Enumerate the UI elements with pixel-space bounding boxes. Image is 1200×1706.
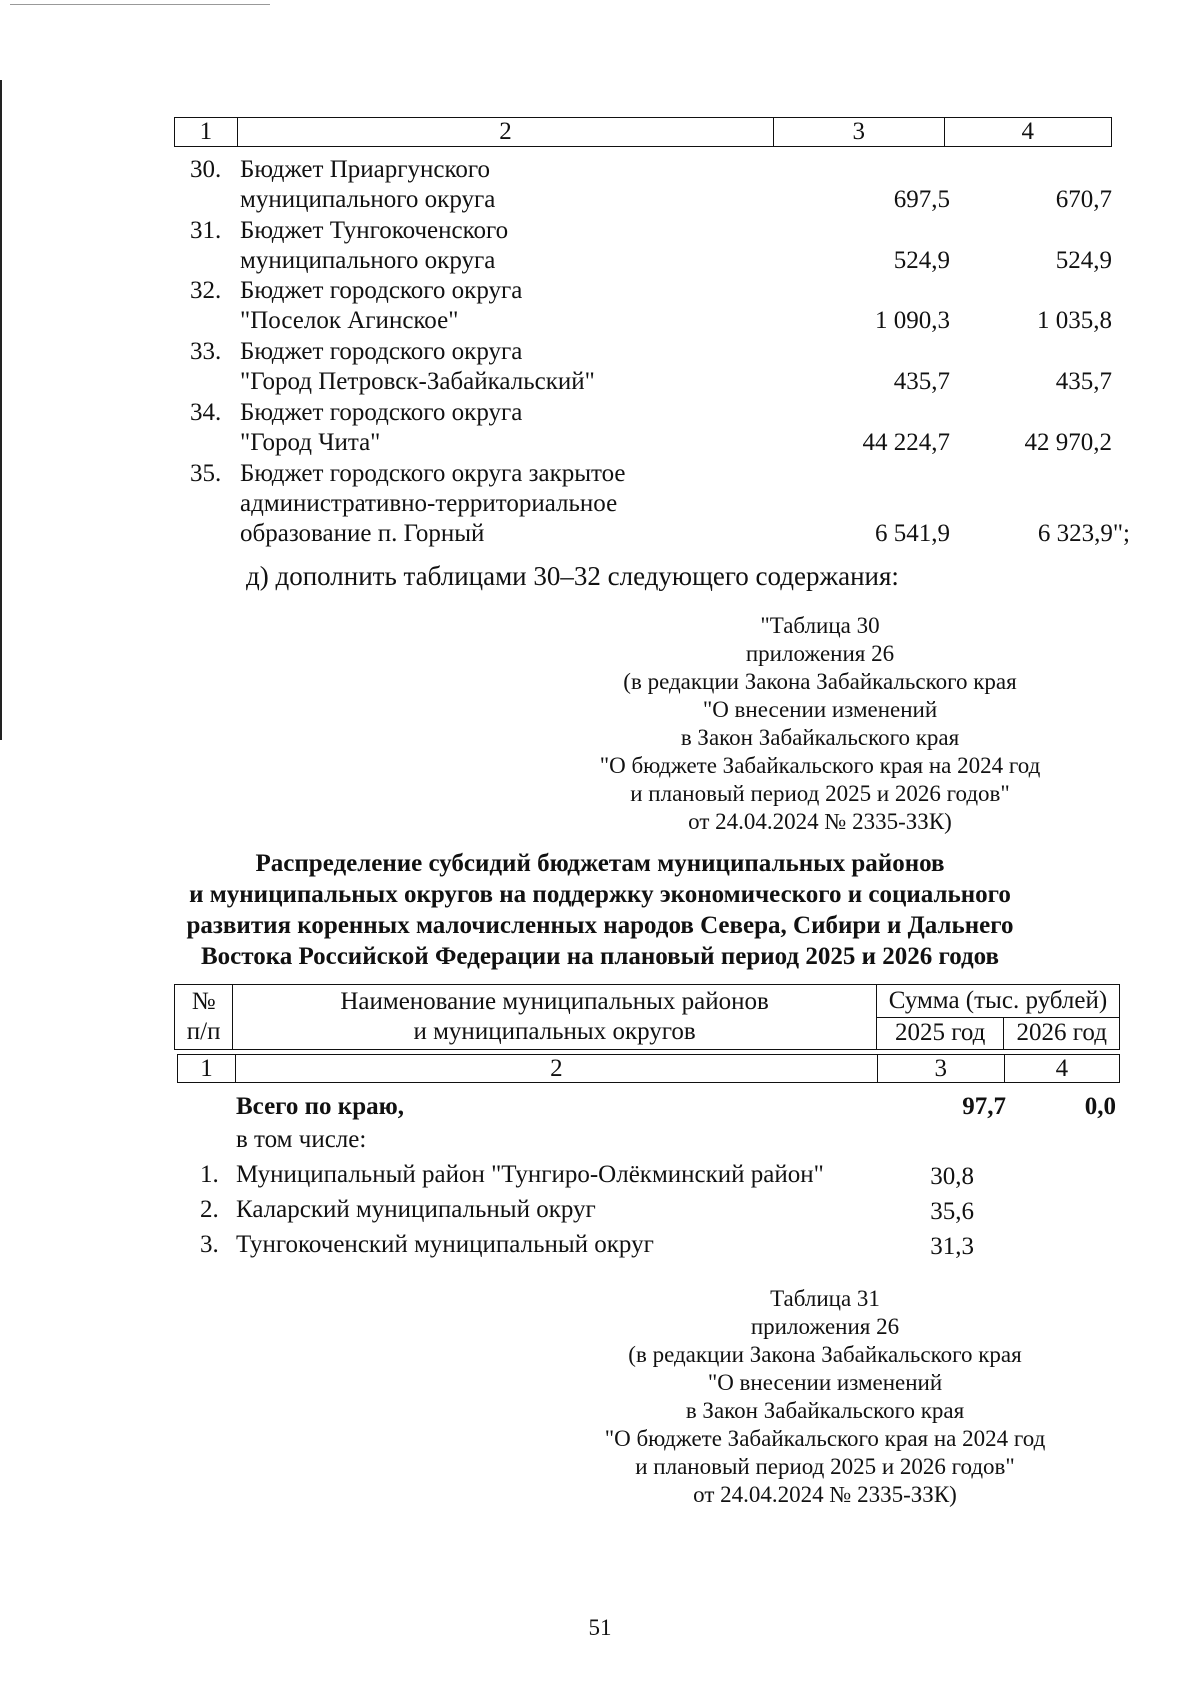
caption-line: "О бюджете Забайкальского края на 2024 год — [599, 753, 1041, 778]
row-number: 31. — [190, 217, 222, 244]
total-label: Всего по краю, — [236, 1093, 404, 1120]
row-label-line: Бюджет Приаргунского — [240, 156, 490, 183]
row-label-line: "Город Петровск-Забайкальский" — [240, 368, 595, 395]
including-label: в том числе: — [236, 1126, 367, 1153]
table-30-header — [174, 984, 1120, 1050]
table-30-title — [150, 848, 1050, 972]
scan-top-line — [10, 4, 270, 5]
row-value-col4: 42 970,2 — [1024, 429, 1112, 456]
row-value-2025: 31,3 — [930, 1233, 974, 1260]
caption-line: от 24.04.2024 № 2335-ЗЗК) — [688, 809, 952, 834]
row-label-line: Бюджет городского округа — [240, 399, 523, 426]
caption-line: приложения 26 — [750, 1314, 900, 1339]
caption-line: "Таблица 30 — [760, 613, 880, 638]
caption-table-30 — [560, 612, 1080, 836]
header-number-line2: п/п — [186, 1018, 221, 1045]
instruction-text: д) дополнить таблицами 30–32 следующего содержания: — [246, 561, 899, 591]
row-value-2025: 30,8 — [930, 1163, 974, 1190]
caption-line: Таблица 31 — [770, 1286, 880, 1311]
total-2026: 0,0 — [1084, 1093, 1116, 1120]
row-number: 34. — [190, 399, 222, 426]
index-col-3: 3 — [877, 1055, 1004, 1083]
caption-line: "О внесении изменений — [707, 1370, 943, 1395]
page-number: 51 — [588, 1615, 612, 1640]
row-label-line: муниципального округа — [240, 247, 496, 274]
row-label-line: Бюджет Тунгокоченского — [240, 217, 509, 244]
row-number: 3. — [200, 1231, 219, 1258]
row-number: 2. — [200, 1196, 219, 1223]
row-label-line: административно-территориальное — [240, 490, 618, 517]
row-number: 35. — [190, 460, 222, 487]
row-number: 32. — [190, 277, 222, 304]
row-label-line: Бюджет городского округа — [240, 277, 523, 304]
row-value-col4: 435,7 — [1055, 368, 1112, 395]
header-sum: Сумма (тыс. рублей) — [876, 985, 1119, 1018]
table-30-index-row — [177, 1054, 1120, 1083]
index-col-1: 1 — [178, 1055, 236, 1083]
row-value-col3: 435,7 — [893, 368, 950, 395]
caption-table-31 — [565, 1285, 1085, 1509]
top-col-1: 1 — [175, 118, 238, 147]
row-value-col4: 670,7 — [1055, 186, 1112, 213]
index-col-4: 4 — [1004, 1055, 1119, 1083]
top-col-4: 4 — [944, 118, 1112, 147]
caption-line: "О внесении изменений — [702, 697, 938, 722]
total-2025: 97,7 — [962, 1093, 1006, 1120]
index-col-2: 2 — [236, 1055, 878, 1083]
row-value-2025: 35,6 — [930, 1198, 974, 1225]
row-value-col3: 697,5 — [893, 186, 950, 213]
top-col-3: 3 — [774, 118, 944, 147]
row-value-col4: 524,9 — [1055, 247, 1112, 274]
row-name: Каларский муниципальный округ — [236, 1196, 596, 1223]
caption-line: "О бюджете Забайкальского края на 2024 год — [604, 1426, 1046, 1451]
title-line: развития коренных малочисленных народов Севера, Сибири и Дальнего — [186, 912, 1014, 939]
caption-line: и плановый период 2025 и 2026 годов" — [635, 1454, 1015, 1479]
row-label-line: образование п. Горный — [240, 520, 485, 547]
header-2025: 2025 год — [876, 1017, 1004, 1050]
caption-line: приложения 26 — [745, 641, 895, 666]
header-number-cell — [175, 985, 233, 1050]
row-value-col3: 1 090,3 — [875, 307, 950, 334]
row-label-line: Бюджет городского округа — [240, 338, 523, 365]
row-label-line: "Поселок Агинское" — [240, 307, 459, 334]
row-value-col3: 524,9 — [893, 247, 950, 274]
caption-line: от 24.04.2024 № 2335-ЗЗК) — [693, 1482, 957, 1507]
row-number: 30. — [190, 156, 222, 183]
row-value-col3: 6 541,9 — [875, 520, 950, 547]
caption-line: и плановый период 2025 и 2026 годов" — [630, 781, 1010, 806]
row-label-line: Бюджет городского округа закрытое — [240, 460, 626, 487]
row-label-line: муниципального округа — [240, 186, 496, 213]
caption-line: (в редакции Закона Забайкальского края — [623, 669, 1017, 694]
header-2026: 2026 год — [1004, 1017, 1120, 1050]
title-line: Востока Российской Федерации на плановый период 2025 и 2026 годов — [200, 943, 1000, 970]
row-value-col4: 1 035,8 — [1037, 307, 1112, 334]
row-label-line: "Город Чита" — [240, 429, 381, 456]
row-value-col3: 44 224,7 — [862, 429, 950, 456]
row-value-col4: 6 323,9"; — [1037, 520, 1130, 547]
row-name: Тунгокоченский муниципальный округ — [236, 1231, 654, 1258]
caption-line: в Закон Забайкальского края — [685, 1398, 965, 1423]
top-table-header — [174, 117, 1112, 147]
row-name: Муниципальный район "Тунгиро-Олёкминский район" — [236, 1161, 824, 1188]
header-name-cell — [233, 985, 877, 1050]
row-number: 33. — [190, 338, 222, 365]
header-name-line2: и муниципальных округов — [413, 1018, 696, 1045]
caption-line: в Закон Забайкальского края — [680, 725, 960, 750]
header-number-line1: № — [191, 988, 216, 1015]
scan-margin-line — [0, 80, 2, 740]
title-line: и муниципальных округов на поддержку экономического и социального — [189, 881, 1011, 908]
row-number: 1. — [200, 1161, 219, 1188]
caption-line: (в редакции Закона Забайкальского края — [628, 1342, 1022, 1367]
header-name-line1: Наименование муниципальных районов — [340, 988, 769, 1015]
title-line: Распределение субсидий бюджетам муниципальных районов — [255, 850, 945, 877]
top-col-2: 2 — [237, 118, 773, 147]
